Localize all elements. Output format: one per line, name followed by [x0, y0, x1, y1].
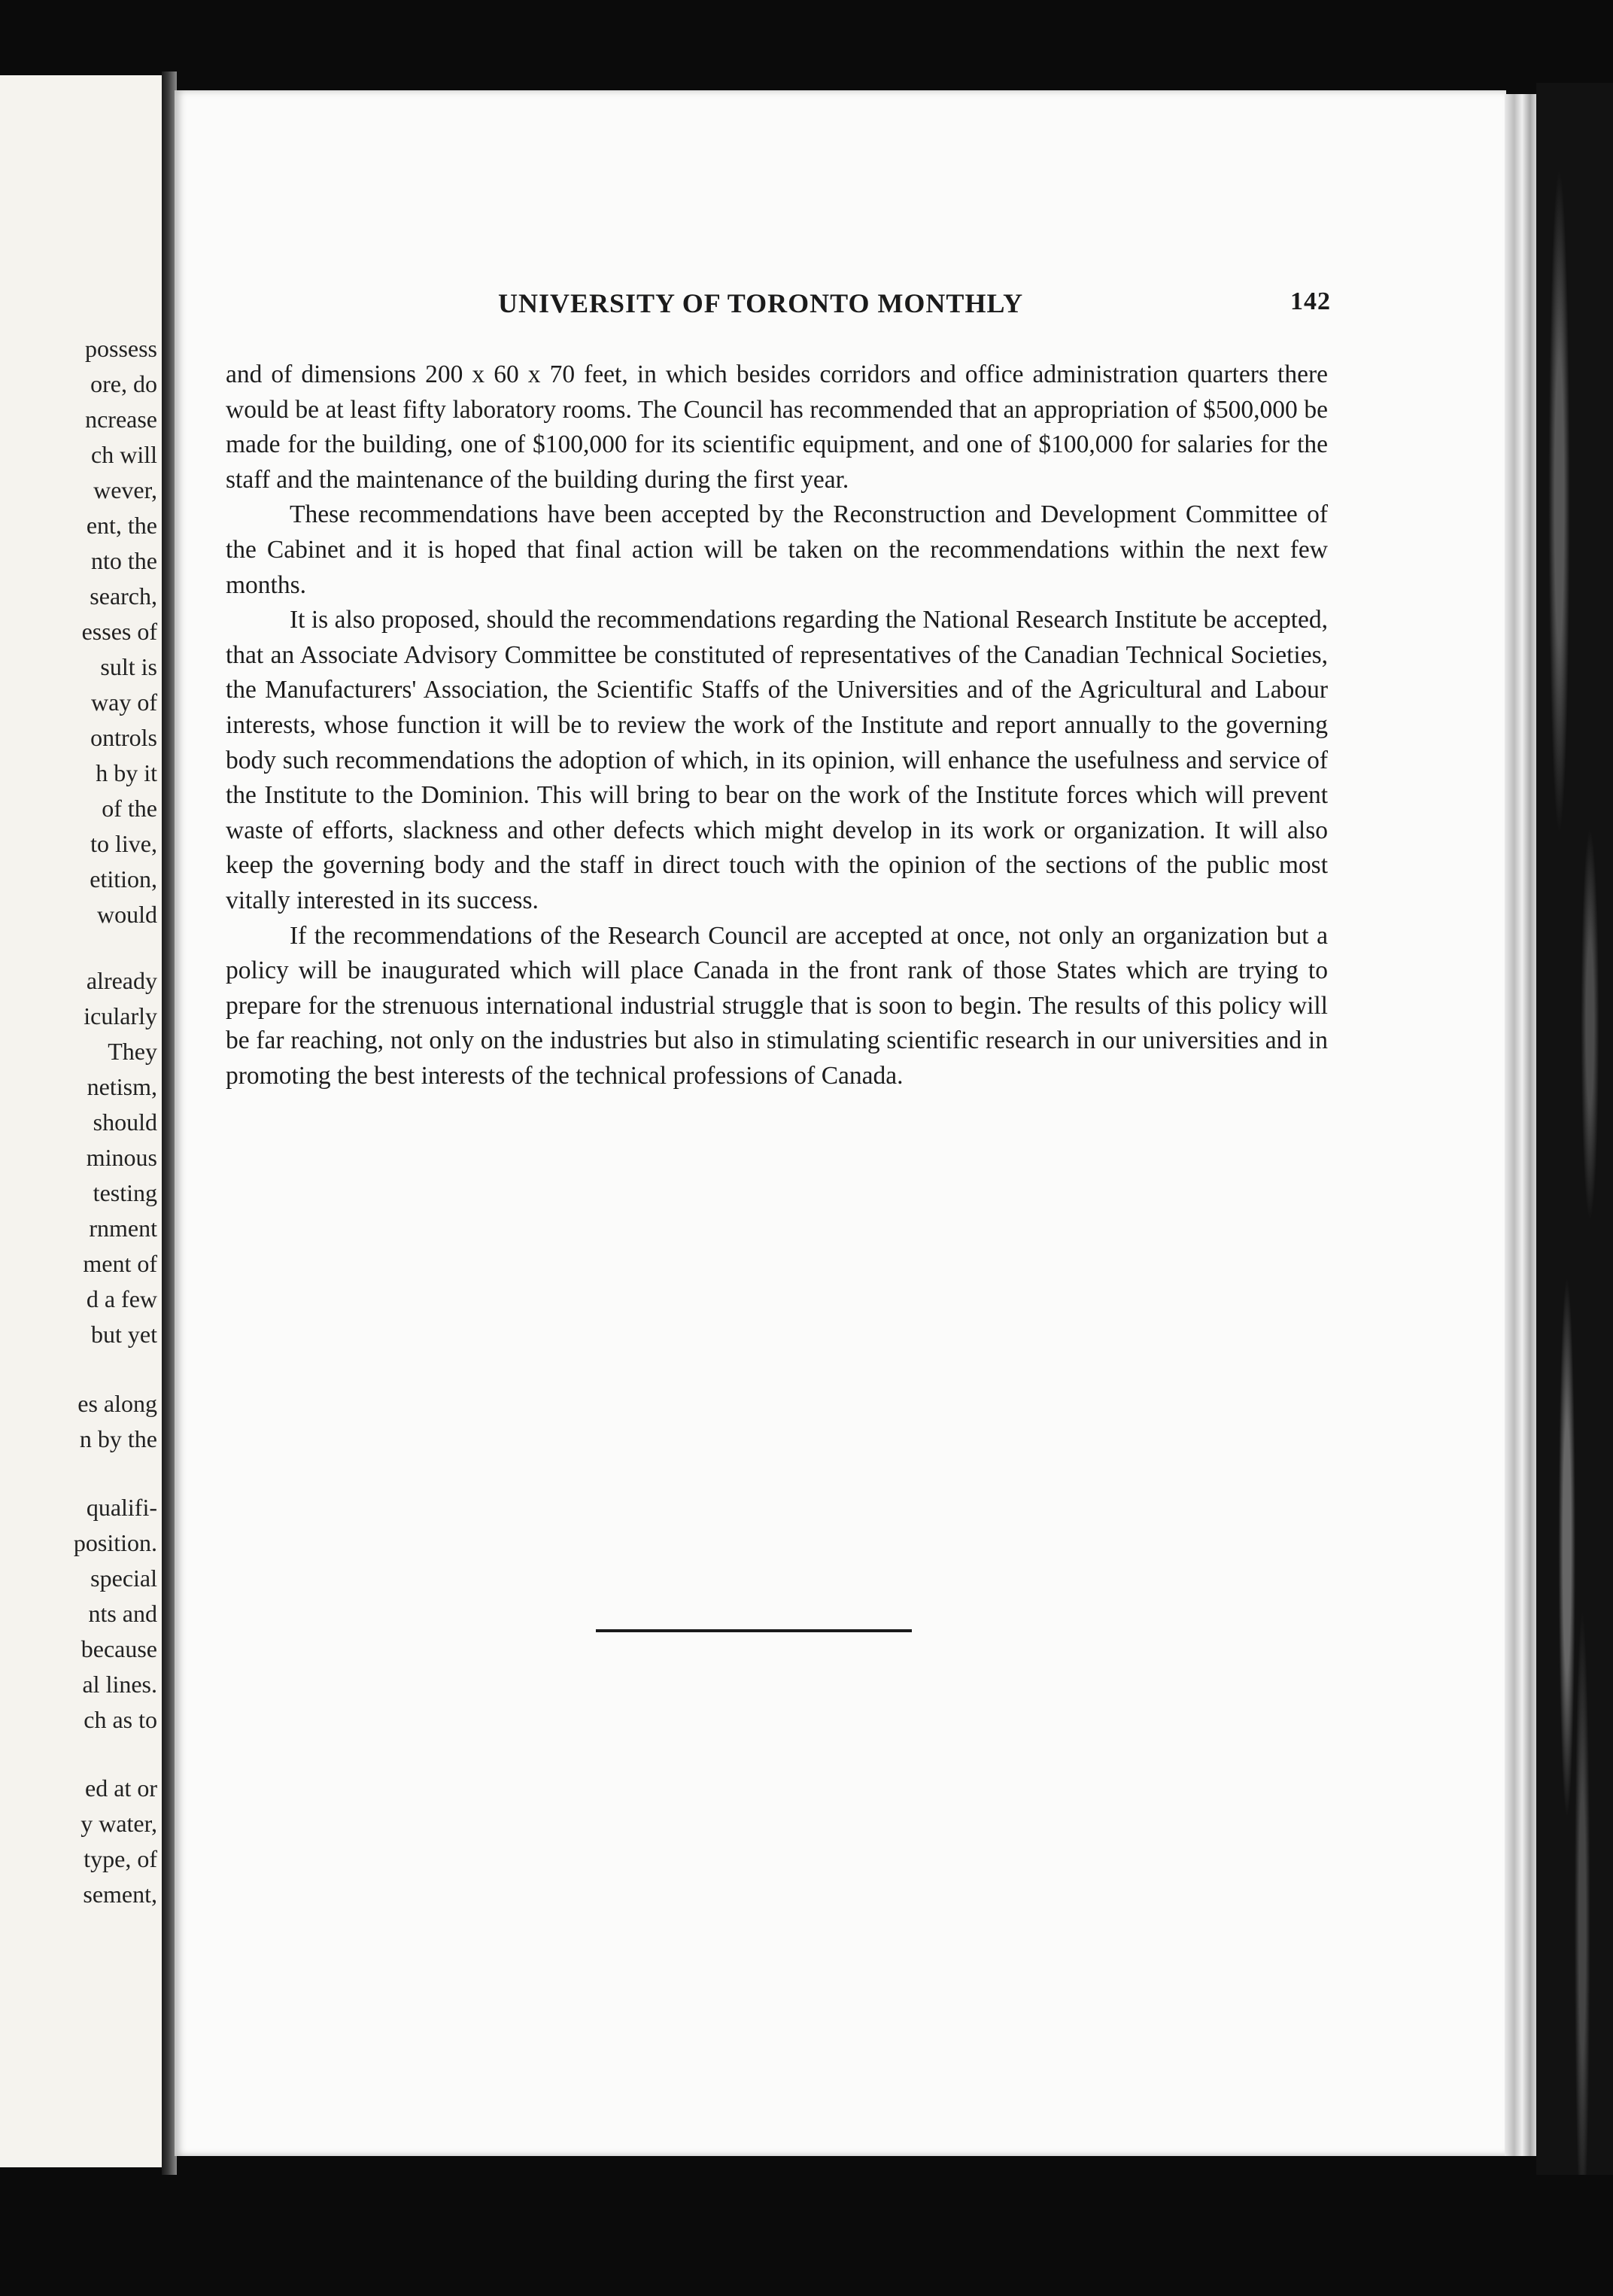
- scan-bottom-border: [0, 2175, 1613, 2296]
- left-fragment: minous: [86, 1144, 157, 1171]
- left-fragment: would: [97, 901, 157, 928]
- paragraph: and of dimensions 200 x 60 x 70 feet, in which besides corridors and office administration quarters there would be at least fifty laboratory rooms. The Council has recommended that an appropriation of $500,000 be made for the building, one of $100,000 for its scientific equipment, and one of $100,000 for salaries for the staff and the maintenance of the building during the first year.: [226, 360, 1328, 494]
- left-fragment: qualifi-: [86, 1494, 157, 1521]
- left-fragment: testing: [93, 1179, 157, 1206]
- left-fragment: esses of: [81, 618, 157, 645]
- left-fragment: nts and: [88, 1600, 157, 1627]
- marbled-cover-edge: [1536, 83, 1613, 2175]
- left-fragment: of the: [102, 795, 157, 822]
- left-fragment: ent, the: [86, 512, 157, 539]
- page-edge: [1505, 94, 1536, 2156]
- left-fragment: because: [80, 1635, 157, 1662]
- left-fragment: ch as to: [84, 1706, 157, 1733]
- left-fragment: sult is: [100, 653, 157, 680]
- left-fragment: nto the: [91, 547, 157, 574]
- paragraph: It is also proposed, should the recommendations regarding the National Research Institute be accepted, that an Associate Advisory Committee be constituted of representatives of the Canadian Technical Societies, the Manufacturers' Association, the Scientific Staffs of the Universities and of the Agricultural and Labour interests, whose function it will be to review the work of the Institute and report annually to the governing body such recommendations the adoption of which, in its opinion, will enhance the usefulness and service of the Institute to the Dominion. This will bring to bear on the work of the Institute forces which will prevent waste of efforts, slackness and other defects which might develop in its work or organization. It will also keep the governing body and the staff in direct touch with the opinion of the sections of the public most vitally interested in its success.: [226, 606, 1328, 914]
- left-fragment: way of: [91, 689, 157, 716]
- left-fragment: possess: [84, 335, 157, 362]
- left-fragment: wever,: [93, 476, 157, 503]
- page-number: 142: [1290, 287, 1331, 315]
- paragraph: These recommendations have been accepted by the Reconstruction and Development Committee of the Cabinet and it is hoped that final action will be taken on the recommendations within the next few months.: [226, 500, 1328, 599]
- left-fragment: already: [86, 967, 157, 994]
- left-fragment: to live,: [90, 830, 157, 857]
- left-fragment: y water,: [80, 1810, 157, 1837]
- left-fragment: ncrease: [85, 406, 157, 433]
- left-fragment: ontrols: [90, 724, 157, 751]
- left-fragment: rnment: [89, 1215, 157, 1242]
- left-fragment: special: [90, 1565, 157, 1592]
- left-fragment: icularly: [84, 1002, 157, 1029]
- paragraph: If the recommendations of the Research Council are accepted at once, not only an organization but a policy will be inaugurated which will place Canada in the front rank of those States which are trying to prepare for the strenuous international industrial struggle that is soon to begin. The results of this policy will be far reaching, not only on the industries but also in stimulating scientific research in our universities and in promoting the best interests of the technical professions of Canada.: [226, 921, 1328, 1090]
- left-fragment: n by the: [79, 1425, 157, 1452]
- left-fragment: ment of: [83, 1250, 157, 1277]
- left-fragment: position.: [73, 1529, 157, 1556]
- left-fragment: etition,: [90, 865, 157, 893]
- left-fragment: but yet: [91, 1321, 157, 1348]
- main-page: [175, 90, 1506, 2156]
- end-rule: [596, 1629, 912, 1632]
- body-text: [226, 357, 1328, 1093]
- left-fragment: ed at or: [85, 1774, 157, 1802]
- left-fragment: type, of: [84, 1845, 157, 1872]
- left-fragment: They: [108, 1038, 157, 1065]
- left-fragment: es along: [77, 1390, 157, 1417]
- facing-page-left: [0, 75, 164, 2167]
- left-fragment: al lines.: [82, 1671, 157, 1698]
- left-fragment: ore, do: [90, 370, 157, 397]
- left-fragment: ch will: [91, 441, 157, 468]
- left-fragment: should: [93, 1108, 157, 1136]
- left-fragment: d a few: [86, 1285, 157, 1312]
- left-fragment: search,: [90, 582, 157, 610]
- left-fragment: sement,: [83, 1881, 157, 1908]
- left-fragment: h by it: [96, 759, 157, 786]
- running-title: UNIVERSITY OF TORONTO MONTHLY: [498, 288, 1024, 318]
- left-fragment: netism,: [87, 1073, 157, 1100]
